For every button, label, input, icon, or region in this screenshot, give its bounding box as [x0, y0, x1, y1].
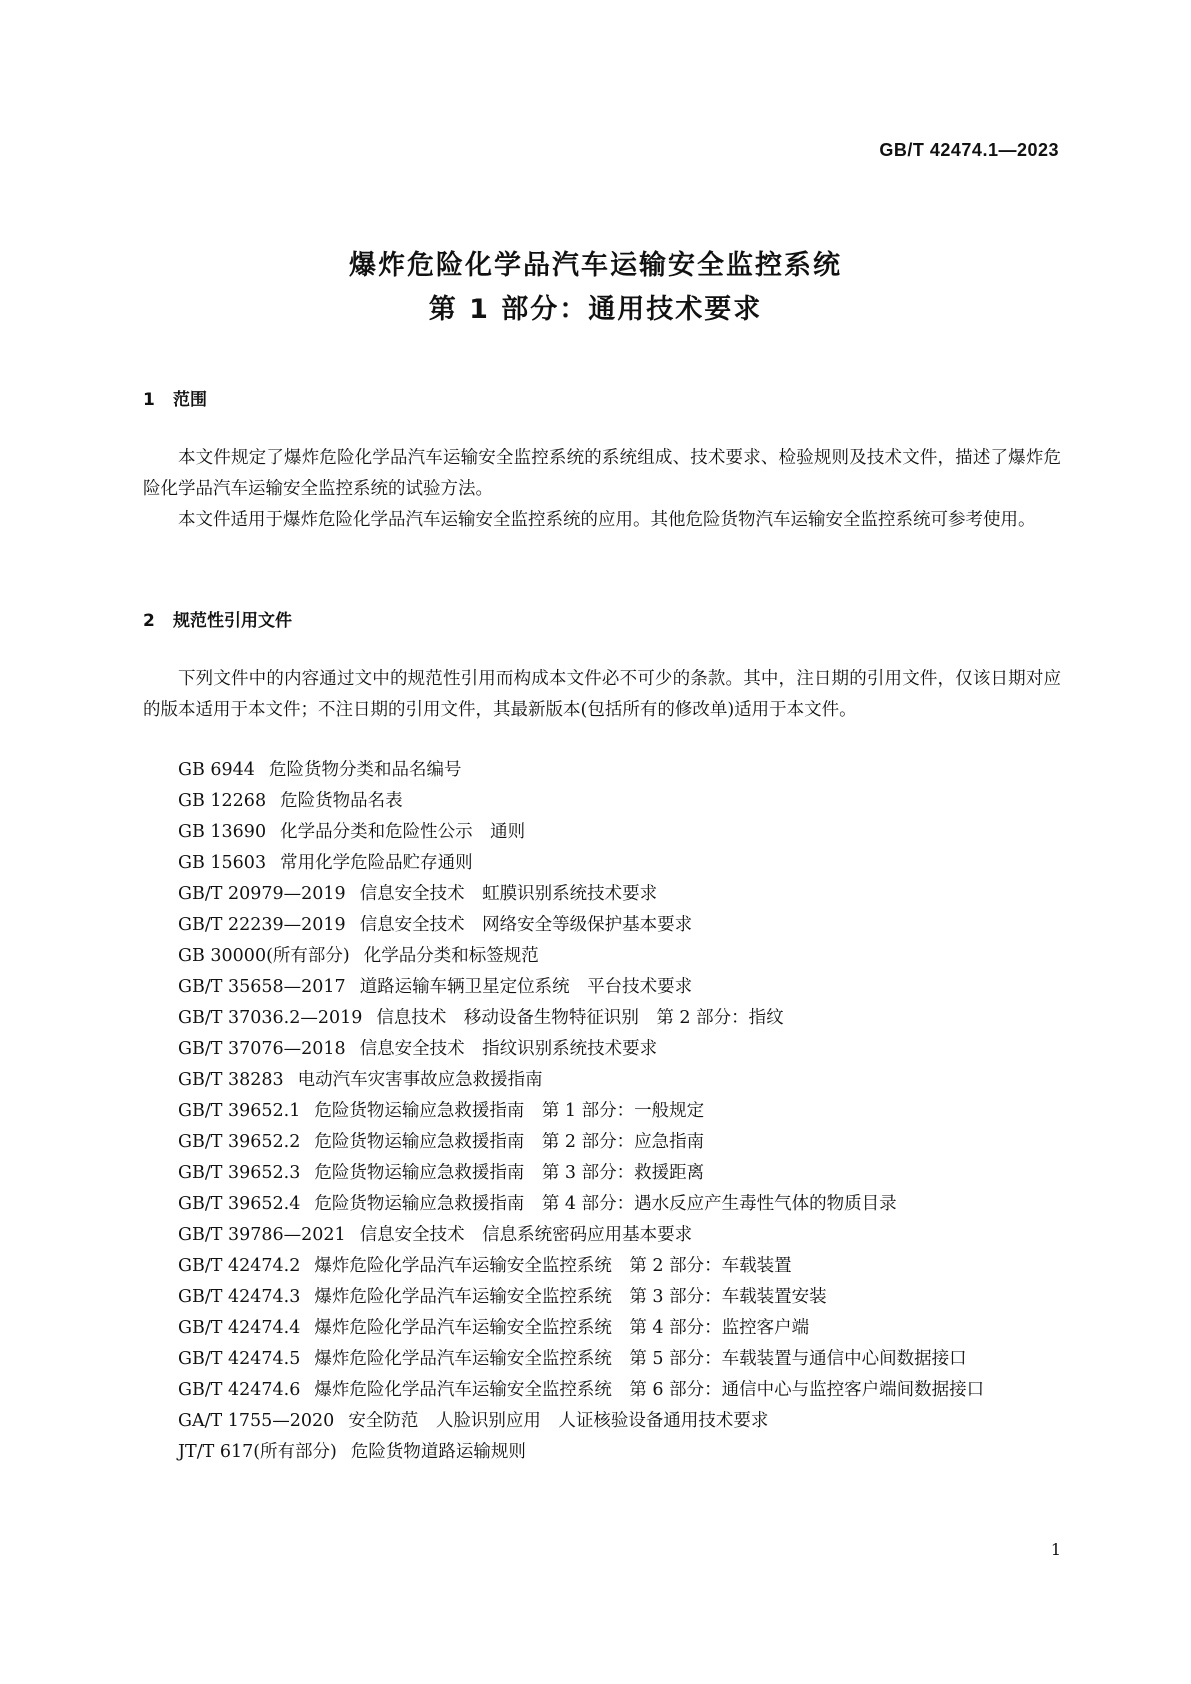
- document-title-line-2: 第 1 部分：通用技术要求: [428, 294, 763, 325]
- reference-title: 安全防范 人脸识别应用 人证核验设备通用技术要求: [348, 1411, 769, 1431]
- reference-code: GB/T 42474.5: [178, 1349, 301, 1369]
- reference-item: [143, 941, 1061, 972]
- reference-code: GB/T 39652.3: [178, 1163, 301, 1183]
- reference-code: GB/T 42474.6: [178, 1380, 301, 1400]
- section-2-heading: [143, 606, 292, 631]
- reference-title: 爆炸危险化学品汽车运输安全监控系统 第 6 部分：通信中心与监控客户端间数据接口: [314, 1380, 985, 1400]
- reference-title: 危险货物品名表: [280, 791, 403, 811]
- reference-item: [143, 1375, 1061, 1406]
- reference-item: [143, 1220, 1061, 1251]
- reference-code: GB/T 37036.2—2019: [178, 1008, 363, 1028]
- reference-title: 化学品分类和危险性公示 通则: [280, 822, 526, 842]
- reference-title: 危险货物运输应急救援指南 第 2 部分：应急指南: [314, 1132, 705, 1152]
- reference-item: [143, 1003, 1061, 1034]
- reference-item: [143, 1189, 1061, 1220]
- normative-references-intro: 下列文件中的内容通过文中的规范性引用而构成本文件必不可少的条款。其中，注日期的引用文件，仅该日期对应的版本适用于本文件；不注日期的引用文件，其最新版本(包括所有的修改单)适用于本文件。: [143, 669, 1061, 720]
- reference-title: 电动汽车灾害事故应急救援指南: [297, 1070, 543, 1090]
- reference-title: 信息技术 移动设备生物特征识别 第 2 部分：指纹: [376, 1008, 784, 1028]
- reference-item: [143, 1406, 1061, 1437]
- reference-title: 危险货物运输应急救援指南 第 1 部分：一般规定: [314, 1101, 705, 1121]
- reference-item: [143, 1313, 1061, 1344]
- reference-code: GB/T 42474.4: [178, 1318, 301, 1338]
- reference-code: GB/T 20979—2019: [178, 884, 346, 904]
- reference-item: [143, 1437, 1061, 1468]
- section-2-number: 2: [143, 611, 155, 631]
- reference-code: GB/T 39786—2021: [178, 1225, 346, 1245]
- section-2-title: 规范性引用文件: [173, 611, 292, 631]
- reference-code: GB/T 39652.1: [178, 1101, 301, 1121]
- reference-title: 爆炸危险化学品汽车运输安全监控系统 第 4 部分：监控客户端: [314, 1318, 810, 1338]
- reference-item: [143, 848, 1061, 879]
- reference-item: [143, 1344, 1061, 1375]
- reference-title: 信息安全技术 信息系统密码应用基本要求: [359, 1225, 693, 1245]
- standard-number: GB/T 42474.1—2023: [879, 140, 1059, 160]
- reference-item: [143, 1282, 1061, 1313]
- reference-title: 危险货物运输应急救援指南 第 4 部分：遇水反应产生毒性气体的物质目录: [314, 1194, 897, 1214]
- reference-item: [143, 786, 1061, 817]
- reference-title: 信息安全技术 虹膜识别系统技术要求: [359, 884, 658, 904]
- reference-item: [143, 1127, 1061, 1158]
- reference-code: GB/T 42474.2: [178, 1256, 301, 1276]
- reference-title: 危险货物运输应急救援指南 第 3 部分：救援距离: [314, 1163, 705, 1183]
- reference-title: 道路运输车辆卫星定位系统 平台技术要求: [359, 977, 693, 997]
- reference-code: GB 12268: [178, 791, 267, 811]
- reference-code: GB/T 42474.3: [178, 1287, 301, 1307]
- reference-item: [143, 1096, 1061, 1127]
- reference-title: 信息安全技术 网络安全等级保护基本要求: [359, 915, 693, 935]
- scope-paragraph-2: 本文件适用于爆炸危险化学品汽车运输安全监控系统的应用。其他危险货物汽车运输安全监控系统可参考使用。: [178, 510, 1036, 530]
- reference-title: 爆炸危险化学品汽车运输安全监控系统 第 2 部分：车载装置: [314, 1256, 792, 1276]
- reference-item: [143, 1158, 1061, 1189]
- reference-code: GB/T 22239—2019: [178, 915, 346, 935]
- reference-code: GB 6944: [178, 760, 255, 780]
- reference-title: 危险货物道路运输规则: [350, 1442, 526, 1462]
- reference-code: GB 15603: [178, 853, 267, 873]
- reference-title: 爆炸危险化学品汽车运输安全监控系统 第 5 部分：车载装置与通信中心间数据接口: [314, 1349, 967, 1369]
- reference-code: GB/T 35658—2017: [178, 977, 346, 997]
- reference-item: [143, 879, 1061, 910]
- reference-list: [143, 755, 1061, 1468]
- reference-code: GB 13690: [178, 822, 267, 842]
- scope-paragraph-1: 本文件规定了爆炸危险化学品汽车运输安全监控系统的系统组成、技术要求、检验规则及技术文件，描述了爆炸危险化学品汽车运输安全监控系统的试验方法。: [143, 448, 1061, 499]
- reference-title: 常用化学危险品贮存通则: [280, 853, 473, 873]
- reference-title: 危险货物分类和品名编号: [268, 760, 462, 780]
- reference-item: [143, 1251, 1061, 1282]
- reference-item: [143, 910, 1061, 941]
- section-1-number: 1: [143, 390, 155, 410]
- reference-item: [143, 755, 1061, 786]
- reference-title: 信息安全技术 指纹识别系统技术要求: [359, 1039, 658, 1059]
- reference-code: JT/T 617(所有部分): [178, 1442, 337, 1462]
- section-1-title: 范围: [173, 390, 207, 410]
- reference-code: GB/T 38283: [178, 1070, 284, 1090]
- reference-item: [143, 972, 1061, 1003]
- reference-code: GB/T 39652.2: [178, 1132, 301, 1152]
- reference-code: GB 30000(所有部分): [178, 946, 350, 966]
- reference-code: GB/T 37076—2018: [178, 1039, 346, 1059]
- section-1-heading: [143, 385, 207, 410]
- reference-item: [143, 817, 1061, 848]
- reference-title: 化学品分类和标签规范: [363, 946, 539, 966]
- reference-title: 爆炸危险化学品汽车运输安全监控系统 第 3 部分：车载装置安装: [314, 1287, 827, 1307]
- page-number: 1: [1050, 1540, 1061, 1559]
- reference-item: [143, 1034, 1061, 1065]
- reference-item: [143, 1065, 1061, 1096]
- reference-code: GA/T 1755—2020: [178, 1411, 335, 1431]
- document-title-line-1: 爆炸危险化学品汽车运输安全监控系统: [349, 250, 842, 281]
- reference-code: GB/T 39652.4: [178, 1194, 301, 1214]
